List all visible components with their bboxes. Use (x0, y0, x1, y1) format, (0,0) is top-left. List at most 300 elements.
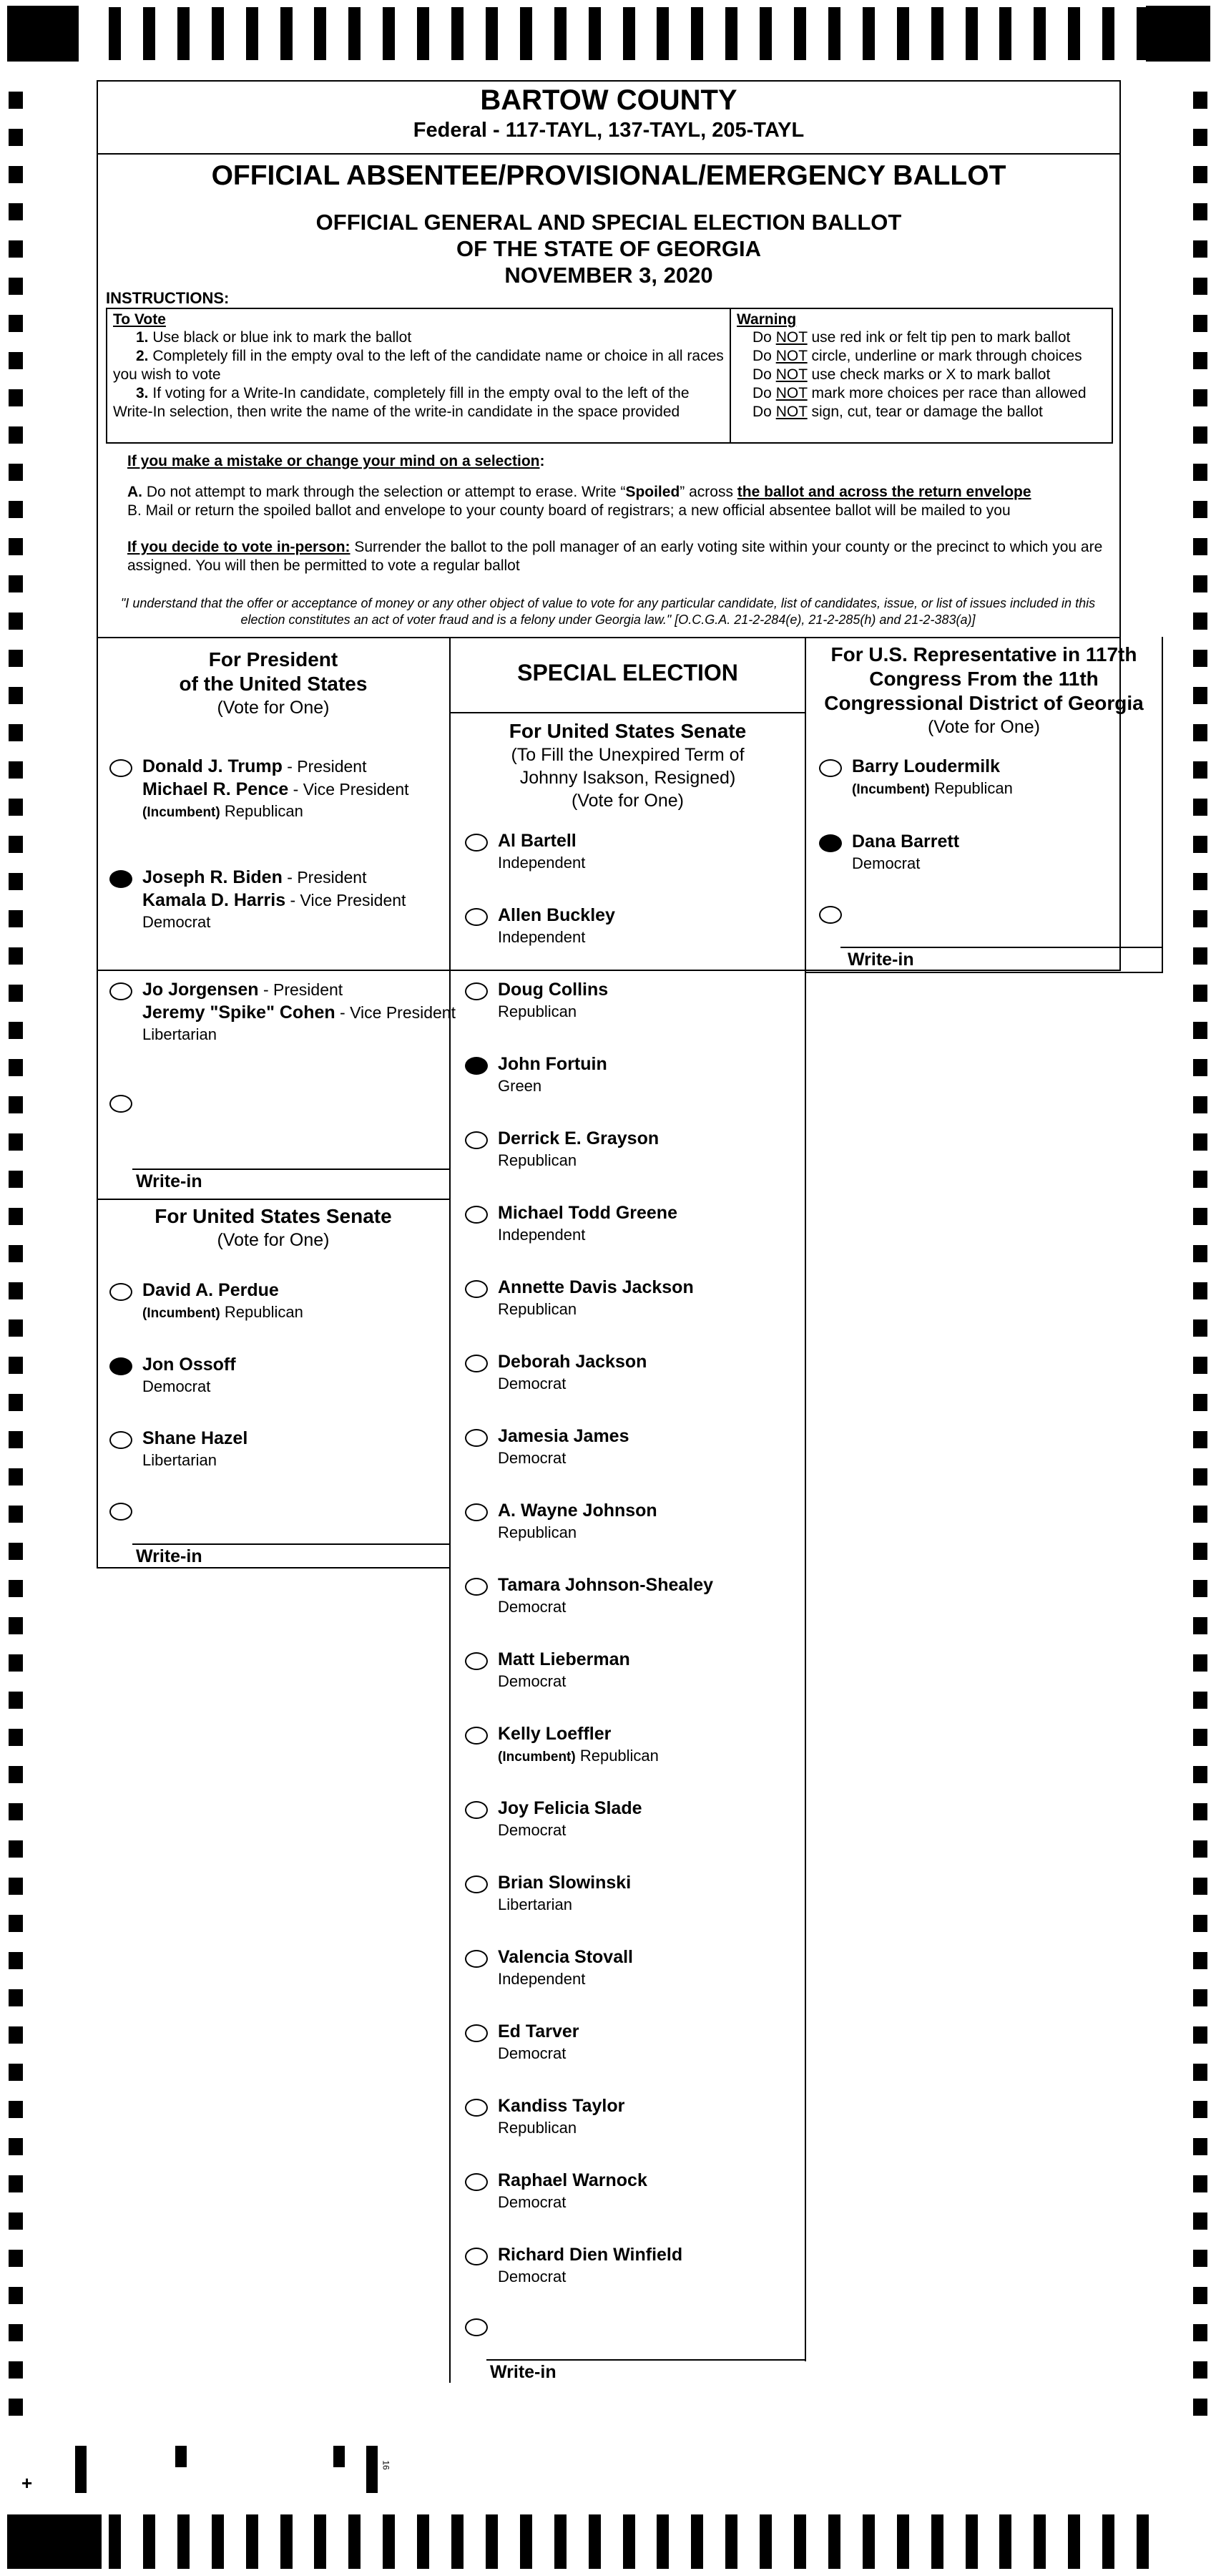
timing-mark (9, 240, 23, 258)
candidate-party (498, 1002, 577, 1023)
timing-mark (9, 1580, 23, 1597)
timing-mark (9, 1543, 23, 1560)
vote-oval-filled[interactable] (109, 870, 132, 888)
candidate-role: - President (282, 757, 367, 776)
warning-text: mark more choices per race than allowed (811, 385, 1087, 401)
timing-mark (1034, 7, 1046, 60)
vote-oval[interactable] (465, 1578, 488, 1596)
warning-do: Do (752, 385, 772, 401)
candidate-name: Annette Davis Jackson (498, 1277, 694, 1297)
timing-mark (9, 2250, 23, 2267)
warning-do: Do (752, 329, 772, 346)
to-vote-box (106, 308, 731, 444)
timing-mark (9, 1729, 23, 1746)
timing-mark (1193, 1543, 1207, 1560)
candidate-party (498, 1820, 566, 1842)
timing-mark (9, 278, 23, 295)
timing-mark (9, 1208, 23, 1225)
candidate-name: Matt Lieberman (498, 1649, 630, 1669)
special-vote-for: (Vote for One) (571, 791, 685, 811)
timing-mark (9, 799, 23, 816)
mistake-a-text1: Do not attempt to mark through the selection or attempt to erase. Write “ (146, 484, 626, 500)
candidate-name: Kamala D. Harris (142, 890, 286, 910)
warning-item (752, 347, 1087, 366)
vote-oval[interactable] (109, 1431, 132, 1449)
write-in-line[interactable] (840, 947, 1162, 948)
candidate-party (498, 853, 585, 874)
candidate-name: Doug Collins (498, 980, 609, 1000)
timing-mark (1193, 352, 1207, 369)
vote-oval[interactable] (465, 2099, 488, 2117)
in-person-heading: If you decide to vote in-person: (127, 539, 350, 555)
candidate-party (498, 1672, 566, 1693)
timing-mark (9, 1394, 23, 1411)
timing-mark (589, 2514, 601, 2569)
timing-mark (966, 7, 978, 60)
to-vote-step-1 (136, 328, 722, 347)
incumbent-label: (Incumbent) (852, 782, 930, 797)
timing-mark (1193, 240, 1207, 258)
footer-code-bar-2 (175, 2446, 187, 2467)
mistake-heading (127, 452, 545, 471)
timing-mark (9, 426, 23, 444)
mistake-a (127, 483, 1114, 502)
timing-mark (1193, 278, 1207, 295)
vote-oval[interactable] (109, 982, 132, 1000)
party-name: Independent (498, 854, 586, 872)
col2-col3-divider (805, 637, 806, 2361)
timing-mark (9, 166, 23, 183)
timing-mark (1193, 1133, 1207, 1151)
timing-mark (1193, 1952, 1207, 1969)
candidate-role: - President (258, 980, 343, 999)
candidate-party (498, 1076, 541, 1098)
vote-oval-filled[interactable] (819, 834, 842, 852)
timing-mark (1193, 2361, 1207, 2379)
party-name: Democrat (498, 2044, 567, 2062)
candidate-name: Joy Felicia Slade (498, 1798, 642, 1818)
timing-mark (1193, 2175, 1207, 2192)
candidate-party (142, 1302, 303, 1324)
president-contest-header (98, 648, 448, 719)
timing-mark (9, 2212, 23, 2230)
timing-mark (1193, 1468, 1207, 1485)
county-title: BARTOW COUNTY (480, 84, 737, 116)
timing-mark (1193, 315, 1207, 332)
to-vote-step-2 (113, 347, 725, 384)
timing-mark (725, 7, 737, 60)
warning-text: sign, cut, tear or damage the ballot (811, 404, 1043, 420)
timing-mark (623, 2514, 635, 2569)
write-in-oval[interactable] (109, 1095, 132, 1113)
party-name: Democrat (498, 1821, 567, 1839)
timing-mark (725, 2514, 737, 2569)
special-election-heading: SPECIAL ELECTION (517, 660, 738, 686)
corner-mark (7, 6, 79, 62)
special-election-divider (449, 712, 805, 713)
senate-bottom-border (97, 1567, 449, 1568)
vote-oval[interactable] (465, 982, 488, 1000)
candidate-role: - President (282, 868, 367, 887)
timing-mark (109, 2514, 121, 2569)
timing-mark (1193, 1729, 1207, 1746)
timing-mark (143, 7, 155, 60)
timing-mark (451, 7, 464, 60)
timing-mark (1193, 2064, 1207, 2081)
vote-oval[interactable] (465, 1429, 488, 1447)
candidate-party (498, 1746, 659, 1767)
timing-mark (1193, 836, 1207, 853)
warning-item (752, 366, 1087, 384)
rep-title-line2: Congress From the 11th (869, 668, 1099, 690)
timing-mark (1193, 426, 1207, 444)
timing-mark (931, 2514, 943, 2569)
party-name: Republican (498, 1300, 577, 1318)
step-number: 2. (136, 348, 149, 364)
timing-mark (9, 1431, 23, 1448)
president-name (142, 867, 366, 888)
timing-mark (9, 389, 23, 406)
timing-mark (9, 1171, 23, 1188)
timing-mark (9, 1282, 23, 1299)
warning-box (730, 308, 1113, 444)
candidate-party (142, 1450, 217, 1472)
party-name: Independent (498, 1970, 586, 1988)
timing-mark (1193, 1022, 1207, 1039)
election-title (98, 209, 1119, 288)
vote-oval[interactable] (465, 1503, 488, 1521)
candidate-party (498, 1523, 577, 1544)
timing-mark (1137, 7, 1149, 60)
timing-mark (9, 352, 23, 369)
warning-text: use check marks or X to mark ballot (811, 366, 1051, 383)
party-name: Republican (498, 1151, 577, 1169)
party-name: Democrat (142, 1377, 211, 1395)
timing-mark (1193, 501, 1207, 518)
timing-mark (691, 7, 703, 60)
senate-title: For United States Senate (155, 1205, 392, 1227)
timing-mark (589, 7, 601, 60)
warning-not: NOT (775, 329, 808, 346)
mistake-a-text2: ” across (680, 484, 737, 500)
candidate-role: - Vice President (288, 780, 409, 799)
timing-mark (280, 2514, 293, 2569)
candidate-name: Allen Buckley (498, 905, 615, 925)
vote-oval[interactable] (465, 1280, 488, 1298)
timing-mark (623, 7, 635, 60)
party-name: Green (498, 1077, 542, 1095)
president-name (142, 756, 366, 777)
party-name: Republican (498, 2119, 577, 2137)
special-contest-header (451, 719, 805, 812)
timing-mark (9, 2175, 23, 2192)
rep-vote-for: (Vote for One) (927, 717, 1041, 737)
warning-item (752, 403, 1087, 421)
vote-oval[interactable] (465, 1206, 488, 1224)
timing-mark (9, 501, 23, 518)
timing-mark (1193, 1766, 1207, 1783)
timing-mark (999, 2514, 1011, 2569)
instructions-divider (97, 637, 1121, 638)
timing-mark (760, 7, 772, 60)
candidate-name: Richard Dien Winfield (498, 2245, 683, 2265)
timing-mark (246, 7, 258, 60)
timing-mark (863, 7, 875, 60)
step-text: If voting for a Write-In candidate, completely fill in the empty oval to the left of the Write-In selection, then write the name of the write-in candidate in the space provided (113, 385, 690, 420)
warning-not: NOT (775, 385, 808, 401)
timing-mark (1193, 2212, 1207, 2230)
party-name: Democrat (498, 2193, 567, 2211)
candidate-party (498, 927, 585, 949)
mistake-b: B. Mail or return the spoiled ballot and envelope to your county board of registrars; a new official absentee ballot will be mailed to you (127, 502, 1011, 519)
incumbent-label: (Incumbent) (498, 1750, 576, 1765)
timing-mark (1193, 1617, 1207, 1634)
timing-mark (9, 2287, 23, 2304)
timing-mark (9, 1468, 23, 1485)
timing-mark (9, 910, 23, 927)
timing-mark (897, 2514, 909, 2569)
footer-code-bar-3 (333, 2446, 345, 2467)
candidate-role: - Vice President (285, 891, 406, 909)
timing-mark (1193, 1208, 1207, 1225)
vote-oval[interactable] (109, 1283, 132, 1301)
timing-mark (1193, 799, 1207, 816)
candidate-party (498, 1374, 566, 1395)
vote-oval[interactable] (465, 908, 488, 926)
timing-mark (9, 315, 23, 332)
warning-do: Do (752, 348, 772, 364)
timing-mark (657, 7, 669, 60)
vote-oval[interactable] (465, 1131, 488, 1149)
registration-mark: + (21, 2472, 33, 2494)
timing-mark (109, 7, 121, 60)
party-name: Democrat (498, 1672, 567, 1690)
timing-mark (1193, 166, 1207, 183)
timing-mark (1193, 724, 1207, 741)
timing-mark (9, 985, 23, 1002)
candidate-party (498, 1895, 572, 1916)
vote-oval[interactable] (465, 1875, 488, 1893)
col3-right-border (1162, 637, 1163, 973)
timing-mark (1193, 1803, 1207, 1820)
rep-title-line3: Congressional District of Georgia (824, 692, 1144, 714)
timing-mark (794, 7, 806, 60)
timing-mark (1193, 389, 1207, 406)
in-person-instructions (127, 538, 1111, 575)
timing-mark (1193, 910, 1207, 927)
party-name: Republican (498, 1523, 577, 1541)
timing-mark (9, 575, 23, 592)
timing-mark (9, 1692, 23, 1709)
vote-oval[interactable] (465, 834, 488, 852)
warning-text: circle, underline or mark through choices (811, 348, 1082, 364)
to-vote-title: To Vote (113, 311, 166, 328)
vote-oval[interactable] (465, 1950, 488, 1968)
warning-item (752, 328, 1087, 347)
timing-mark (9, 1952, 23, 1969)
header-divider (97, 153, 1121, 155)
candidate-party (852, 854, 920, 875)
vice-president-name (142, 779, 409, 800)
write-in-line[interactable] (486, 2359, 805, 2361)
timing-mark (9, 1133, 23, 1151)
warning-not: NOT (775, 366, 808, 383)
timing-mark (1193, 985, 1207, 1002)
vote-oval[interactable] (465, 1801, 488, 1819)
timing-mark (1193, 2324, 1207, 2341)
candidate-name: Derrick E. Grayson (498, 1128, 660, 1148)
party-name: Republican (575, 1747, 659, 1765)
vote-oval[interactable] (109, 759, 132, 777)
party-name: Republican (220, 1303, 303, 1321)
party-name: Libertarian (142, 1451, 217, 1469)
candidate-party (498, 1969, 585, 1991)
vice-president-name (142, 1002, 456, 1023)
mistake-heading-text: If you make a mistake or change your mind on a selection (127, 453, 540, 469)
incumbent-label: (Incumbent) (142, 1306, 220, 1321)
timing-mark (1193, 1357, 1207, 1374)
footer-code: 16 (381, 2460, 391, 2470)
timing-mark (383, 2514, 395, 2569)
col1-left-border (97, 637, 98, 1568)
candidate-name: Deborah Jackson (498, 1352, 647, 1372)
step-text: Use black or blue ink to mark the ballot (152, 329, 412, 346)
timing-mark (1193, 2026, 1207, 2044)
timing-mark (9, 2324, 23, 2341)
mistake-a-underlined: the ballot and across the return envelope (737, 484, 1031, 500)
timing-mark (1193, 464, 1207, 481)
mistake-a-spoiled: Spoiled (625, 484, 680, 500)
rep-title-line1: For U.S. Representative in 117th (830, 643, 1137, 665)
write-in-label: Write-in (136, 1546, 202, 1566)
write-in-oval[interactable] (819, 906, 842, 924)
candidate-name: Barry Loudermilk (852, 756, 1001, 776)
timing-mark (314, 7, 326, 60)
timing-mark (897, 7, 909, 60)
timing-mark (1034, 2514, 1046, 2569)
timing-mark (999, 7, 1011, 60)
timing-mark (9, 1766, 23, 1783)
candidate-name: Michael Todd Greene (498, 1203, 677, 1223)
write-in-line[interactable] (132, 1169, 449, 1170)
timing-mark (9, 2399, 23, 2416)
senate-contest-header (98, 1204, 448, 1252)
candidate-name: A. Wayne Johnson (498, 1501, 657, 1521)
party-name: Democrat (142, 913, 211, 931)
timing-mark (9, 129, 23, 146)
vote-oval[interactable] (465, 1652, 488, 1670)
timing-mark (966, 2514, 978, 2569)
timing-mark (1193, 873, 1207, 890)
timing-mark (280, 7, 293, 60)
ballot-style: Federal - 117-TAYL, 137-TAYL, 205-TAYL (413, 119, 805, 142)
timing-mark (9, 2138, 23, 2155)
vote-oval[interactable] (465, 2248, 488, 2265)
timing-mark (1193, 92, 1207, 109)
rep-bottom-border (805, 972, 1162, 973)
president-name (142, 979, 343, 1000)
timing-mark (1193, 1692, 1207, 1709)
timing-mark (451, 2514, 464, 2569)
warning-item (752, 384, 1087, 403)
timing-mark (9, 538, 23, 555)
candidate-name: Brian Slowinski (498, 1873, 632, 1893)
timing-mark (520, 2514, 532, 2569)
timing-mark (143, 2514, 155, 2569)
timing-mark (1068, 2514, 1080, 2569)
candidate-name: David A. Perdue (142, 1280, 279, 1300)
timing-mark (486, 2514, 498, 2569)
step-number: 1. (136, 329, 149, 346)
candidate-name: Shane Hazel (142, 1428, 248, 1448)
timing-mark (1193, 2138, 1207, 2155)
candidate-name: Kelly Loeffler (498, 1724, 612, 1744)
write-in-label: Write-in (490, 2362, 556, 2382)
candidate-party (498, 1151, 577, 1172)
timing-mark (9, 761, 23, 779)
candidate-party (498, 1597, 566, 1619)
timing-mark (9, 1840, 23, 1858)
timing-mark (1102, 7, 1114, 60)
candidate-party (498, 1448, 566, 1470)
timing-mark (9, 947, 23, 965)
timing-mark (383, 7, 395, 60)
representative-contest-header (806, 643, 1162, 738)
timing-mark (9, 873, 23, 890)
timing-mark (348, 2514, 361, 2569)
timing-mark (554, 2514, 567, 2569)
warning-do: Do (752, 404, 772, 420)
write-in-label: Write-in (848, 950, 914, 970)
timing-mark (1193, 129, 1207, 146)
timing-mark (177, 7, 190, 60)
candidate-name: Michael R. Pence (142, 779, 289, 799)
timing-mark (9, 1245, 23, 1262)
official-title: OFFICIAL ABSENTEE/PROVISIONAL/EMERGENCY BALLOT (211, 160, 1006, 191)
timing-mark (9, 2026, 23, 2044)
timing-mark (212, 7, 224, 60)
write-in-oval[interactable] (465, 2318, 488, 2336)
timing-mark (9, 1059, 23, 1076)
timing-mark (828, 7, 840, 60)
write-in-line[interactable] (132, 1543, 449, 1545)
election-title-line2: OF THE STATE OF GEORGIA (456, 236, 761, 261)
step-text: Completely fill in the empty oval to the left of the candidate name or choice in all races you wish to vote (113, 348, 724, 383)
timing-mark (486, 7, 498, 60)
timing-mark (863, 2514, 875, 2569)
vote-oval[interactable] (819, 759, 842, 777)
timing-mark (1193, 1654, 1207, 1672)
timing-mark (1193, 650, 1207, 667)
party-name: Republican (220, 802, 303, 820)
vote-oval[interactable] (465, 2024, 488, 2042)
vote-oval-filled[interactable] (465, 1057, 488, 1075)
candidate-party (498, 1225, 585, 1246)
footer-code-bar-4 (366, 2446, 378, 2493)
vote-oval-filled[interactable] (109, 1357, 132, 1375)
candidate-party (142, 1377, 210, 1398)
timing-mark (9, 1096, 23, 1113)
timing-mark (9, 2361, 23, 2379)
write-in-oval[interactable] (109, 1503, 132, 1521)
vote-oval[interactable] (465, 1727, 488, 1745)
party-name: Independent (498, 928, 586, 946)
special-note-line1: (To Fill the Unexpired Term of (511, 745, 745, 765)
vote-oval[interactable] (465, 2173, 488, 2191)
vote-oval[interactable] (465, 1355, 488, 1372)
timing-mark (1193, 1096, 1207, 1113)
timing-mark (177, 2514, 190, 2569)
